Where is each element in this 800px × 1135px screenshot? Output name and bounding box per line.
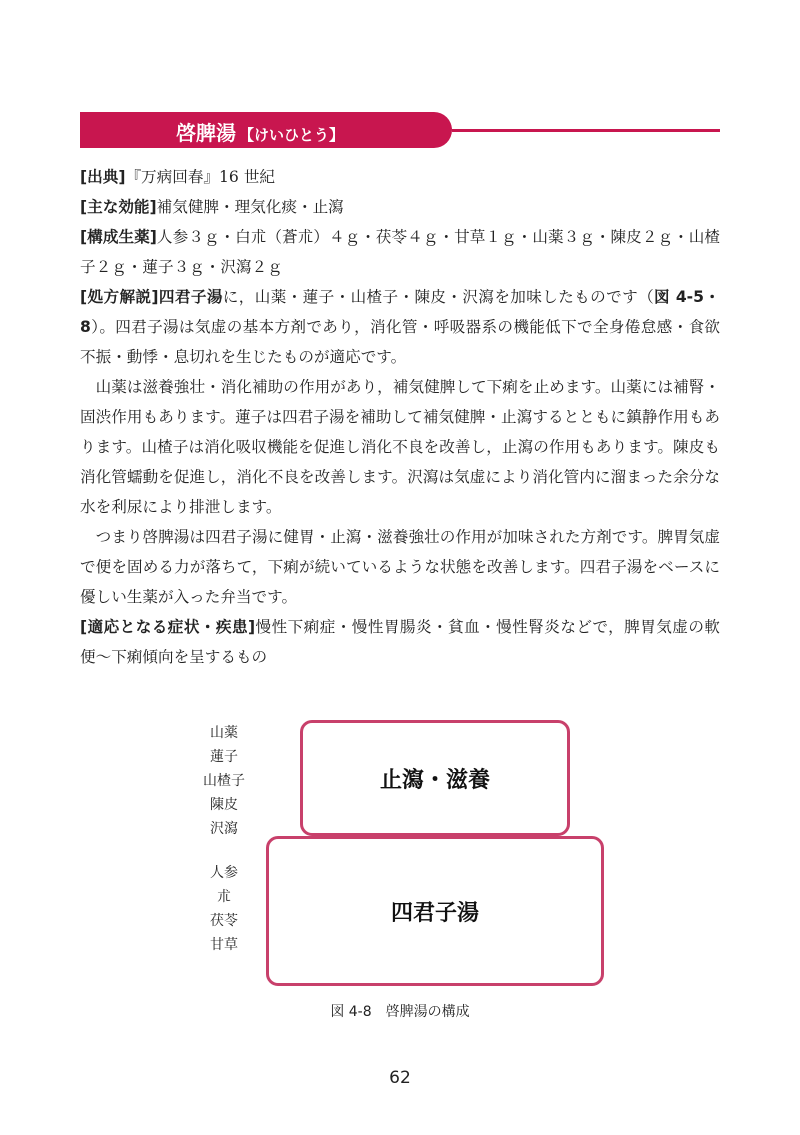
upper-herb-labels [194, 721, 254, 841]
body-text [80, 162, 720, 672]
explanation-bold: 四君子湯 [158, 288, 223, 306]
section-header [80, 112, 720, 148]
herb-label: 蓮子 [210, 749, 238, 765]
efficacy-text: 補気健脾・理気化痰・止瀉 [156, 198, 344, 216]
indication-text: 慢性下痢症・慢性胃腸炎・貧血・慢性腎炎などで，脾胃気虚の軟便〜下痢傾向を呈するもの [80, 618, 720, 666]
upper-effect-box [300, 720, 570, 836]
herb-label: 茯苓 [210, 913, 238, 929]
source-line [80, 162, 720, 192]
figure-caption: 図 4-8 啓脾湯の構成 [330, 1004, 470, 1020]
lower-herb-labels [194, 861, 254, 957]
base-formula-box [266, 836, 604, 986]
herb-label: 甘草 [210, 937, 238, 953]
efficacy-label: [主な効能] [80, 198, 157, 216]
herb-label: 陳皮 [210, 797, 238, 813]
page-number: 62 [389, 1068, 411, 1088]
header-rule [452, 129, 720, 132]
indication-paragraph [80, 612, 720, 672]
herbs-label: [構成生薬] [80, 228, 157, 246]
explanation-paragraph [80, 282, 720, 372]
herb-label: 沢瀉 [210, 821, 238, 837]
source-label: [出典] [80, 168, 126, 186]
paragraph-2: 山薬は滋養強壮・消化補助の作用があり，補気健脾して下痢を止めます。山薬には補腎・固渋作用もあります。蓮子は四君子湯を補助して補気健脾・止瀉するとともに鎮静作用もあります。山楂子は消化吸収機能を促進し消化不良を改善し，止瀉の作用もあります。陳皮も消化管蠕動を促進し，消化不良を改善します。沢瀉は気虚により消化管内に溜まった余分な水を利尿により排泄します。 [80, 378, 720, 516]
herb-label: 山薬 [210, 725, 238, 741]
explanation-text2: ）。四君子湯は気虚の基本方剤であり，消化管・呼吸器系の機能低下で全身倦怠感・食欲不振・動悸・息切れを生じたものが適応です。 [80, 318, 720, 366]
paragraph-3: つまり啓脾湯は四君子湯に健胃・止瀉・滋養強壮の作用が加味された方剤です。脾胃気虚で便を固める力が落ちて，下痢が続いているような状態を改善します。四君子湯をベースに優しい生薬が入った弁当です。 [80, 528, 720, 606]
formula-title [176, 117, 344, 146]
explanation-text1: に，山薬・蓮子・山楂子・陳皮・沢瀉を加味したものです（ [222, 288, 655, 306]
formula-name: 啓脾湯 [176, 121, 236, 145]
lower-box-label: 四君子湯 [390, 900, 479, 926]
source-text: 『万病回春』16 世紀 [125, 168, 276, 186]
herbs-text: 人参３ｇ・白朮（蒼朮）４ｇ・茯苓４ｇ・甘草１ｇ・山薬３ｇ・陳皮２ｇ・山楂子２ｇ・蓮子３ｇ・沢瀉２ｇ [80, 228, 720, 276]
indication-label: [適応となる症状・疾患] [80, 618, 256, 636]
formula-reading: 【けいひとう】 [239, 126, 345, 144]
herb-label: 人参 [210, 865, 238, 881]
figure-reference: 図 4-5・8 [80, 288, 720, 336]
herb-label: 山楂子 [203, 773, 245, 789]
explanation-label: [処方解説] [80, 288, 159, 306]
herbs-line [80, 222, 720, 282]
herb-label: 朮 [217, 889, 231, 905]
upper-box-label: 止瀉・滋養 [379, 767, 490, 793]
efficacy-line [80, 192, 720, 222]
